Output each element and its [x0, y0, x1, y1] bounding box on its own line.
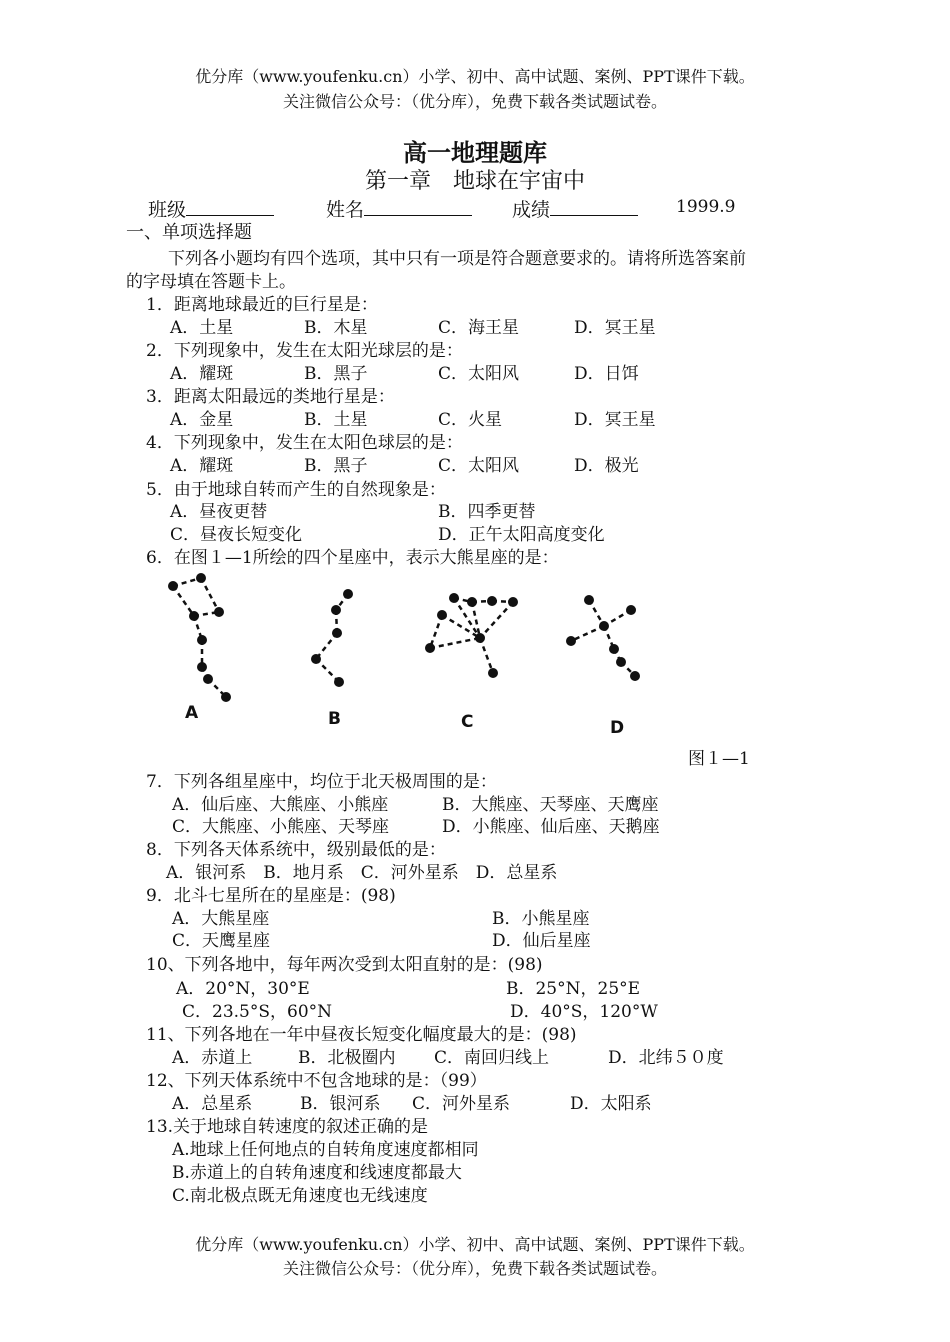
name-blank: [364, 197, 472, 216]
q5-option-a: A．昼夜更替: [170, 502, 268, 522]
q5-option-b: B．四季更替: [438, 502, 536, 522]
page-subtitle: 第一章 地球在宇宙中: [364, 169, 585, 194]
q11-option-c: C．南回归线上: [434, 1048, 550, 1068]
q10-option-b: B．25°N，25°E: [506, 979, 641, 999]
q12-stem: 12、下列天体系统中不包含地球的是：（99）: [146, 1071, 487, 1091]
site-footer-line1: 优分库（www.youfenku.cn）小学、初中、高中试题、案例、PPT课件下载。: [195, 1235, 755, 1254]
q10-stem: 10、下列各地中，每年两次受到太阳直射的是：(98): [146, 955, 543, 975]
q11-option-d: D．北纬５０度: [608, 1048, 724, 1068]
score-field: [512, 195, 638, 222]
q13-option-a: A.地球上任何地点的自转角度速度都相同: [172, 1140, 479, 1160]
figure-label-d: D: [610, 718, 625, 738]
page-title: 高一地理题库: [403, 139, 547, 167]
q5-option-d: D．正午太阳高度变化: [438, 525, 605, 545]
q3-option-a: A．金星: [170, 410, 234, 430]
q2-option-c: C．太阳风: [438, 364, 520, 384]
q1-stem: 1．距离地球最近的巨行星是：: [146, 295, 378, 315]
q2-option-d: D．日饵: [574, 364, 639, 384]
name-label: 姓名: [326, 199, 365, 221]
q1-option-c: C．海王星: [438, 318, 520, 338]
q1-option-d: D．冥王星: [574, 318, 656, 338]
instruction-line2: 的字母填在答题卡上。: [126, 272, 296, 292]
q4-stem: 4．下列现象中，发生在太阳色球层的是：: [146, 433, 463, 453]
q12-option-d: D．太阳系: [570, 1094, 652, 1114]
constellation-a: [168, 573, 231, 702]
class-label: 班级: [148, 199, 187, 221]
q1-option-a: A．土星: [170, 318, 234, 338]
q9-stem: 9．北斗七星所在的星座是：(98): [146, 886, 396, 906]
name-field: [326, 195, 472, 222]
q13-option-b: B.赤道上的自转角速度和线速度都最大: [172, 1163, 462, 1183]
q2-stem: 2．下列现象中，发生在太阳光球层的是：: [146, 341, 463, 361]
q1-option-b: B．木星: [304, 318, 368, 338]
q2-option-a: A．耀斑: [170, 364, 234, 384]
constellation-figure: [150, 566, 670, 746]
q7-option-b: B．大熊座、天琴座、天鹰座: [442, 795, 659, 815]
q7-option-d: D．小熊座、仙后座、天鹅座: [442, 817, 660, 837]
constellation-b: [311, 589, 353, 687]
q9-option-b: B．小熊星座: [492, 909, 590, 929]
q7-option-c: C．大熊座、小熊座、天琴座: [172, 817, 390, 837]
q9-option-c: C．天鹰星座: [172, 931, 271, 951]
figure-label-c: C: [461, 712, 474, 732]
score-blank: [550, 197, 638, 216]
section-heading: 一、单项选择题: [126, 222, 252, 243]
q12-option-c: C．河外星系: [412, 1094, 511, 1114]
q10-option-d: D．40°S，120°W: [510, 1002, 658, 1022]
q4-option-d: D．极光: [574, 456, 639, 476]
q7-option-a: A．仙后座、大熊座、小熊座: [172, 795, 389, 815]
q9-option-a: A．大熊星座: [172, 909, 270, 929]
site-footer-line2: 关注微信公众号：（优分库），免费下载各类试题试卷。: [282, 1259, 667, 1278]
q5-stem: 5．由于地球自转而产生的自然现象是：: [146, 480, 446, 500]
q11-option-b: B．北极圈内: [298, 1048, 396, 1068]
class-blank: [186, 197, 274, 216]
q8-stem: 8．下列各天体系统中，级别最低的是：: [146, 840, 446, 860]
q3-stem: 3．距离太阳最远的类地行星是：: [146, 387, 395, 407]
q4-option-a: A．耀斑: [170, 456, 234, 476]
figure-label-b: B: [328, 709, 341, 729]
constellation-d: [566, 595, 640, 681]
score-label: 成绩: [512, 199, 551, 221]
q12-option-a: A．总星系: [172, 1094, 253, 1114]
figure-caption: 图１—1: [688, 749, 750, 769]
q10-option-c: C．23.5°S，60°N: [182, 1002, 333, 1022]
q4-option-b: B．黑子: [304, 456, 368, 476]
figure-label-a: A: [185, 703, 199, 723]
q11-option-a: A．赤道上: [172, 1048, 253, 1068]
q3-option-b: B．土星: [304, 410, 368, 430]
instruction-line1: 下列各小题均有四个选项，其中只有一项是符合题意要求的。请将所选答案前: [168, 249, 746, 269]
q7-stem: 7．下列各组星座中，均位于北天极周围的是：: [146, 772, 497, 792]
site-header-line1: 优分库（www.youfenku.cn）小学、初中、高中试题、案例、PPT课件下载。: [195, 67, 755, 86]
site-header-line2: 关注微信公众号：（优分库），免费下载各类试题试卷。: [282, 92, 667, 111]
exam-date: 1999.9: [676, 197, 736, 217]
constellation-c: [425, 593, 518, 678]
q3-option-c: C．火星: [438, 410, 503, 430]
q8-options: A．银河系 B．地月系 C．河外星系 D．总星系: [166, 863, 558, 883]
q13-stem: 13.关于地球自转速度的叙述正确的是: [146, 1117, 429, 1137]
q6-stem: 6．在图１—1所绘的四个星座中，表示大熊星座的是：: [146, 548, 559, 568]
q9-option-d: D．仙后星座: [492, 931, 591, 951]
q11-stem: 11、下列各地在一年中昼夜长短变化幅度最大的是：(98): [146, 1025, 577, 1045]
q3-option-d: D．冥王星: [574, 410, 656, 430]
q13-option-c: C.南北极点既无角速度也无线速度: [172, 1186, 428, 1206]
q4-option-c: C．太阳风: [438, 456, 520, 476]
q12-option-b: B．银河系: [300, 1094, 381, 1114]
q5-option-c: C．昼夜长短变化: [170, 525, 303, 545]
q2-option-b: B．黑子: [304, 364, 368, 384]
q10-option-a: A．20°N，30°E: [176, 979, 310, 999]
